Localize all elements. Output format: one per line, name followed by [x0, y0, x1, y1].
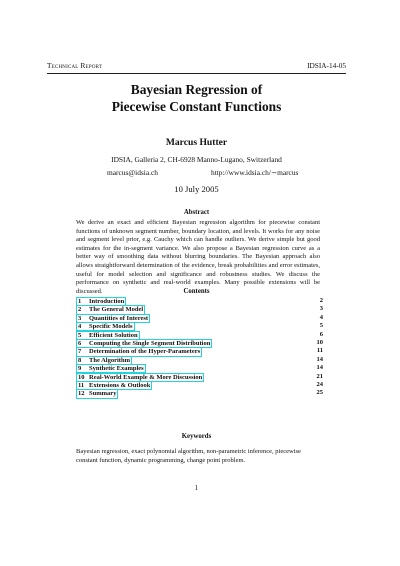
toc-page-number: 24 [316, 380, 323, 388]
toc-section-title: Specific Models [89, 323, 133, 331]
paper-title [40, 81, 353, 115]
toc-section-title: Determination of the Hyper-Parameters [89, 348, 201, 356]
toc-section-title: The Algorithm [89, 356, 130, 364]
report-type: Technical Report [47, 61, 103, 70]
toc-page-number: 14 [316, 364, 323, 372]
toc-section-number: 4 [78, 323, 82, 331]
toc-section-title: Synthetic Examples [89, 365, 144, 373]
toc-section-number: 3 [78, 314, 82, 322]
report-id: IDSIA-14-05 [307, 61, 346, 70]
toc-item [76, 339, 323, 347]
header-rule [47, 73, 346, 74]
page-number: 1 [194, 484, 199, 492]
toc-section-number: 8 [78, 356, 82, 364]
toc-link[interactable] [76, 389, 118, 398]
running-header [47, 61, 346, 73]
keywords-heading: Keywords [181, 433, 212, 440]
abstract-heading: Abstract [183, 209, 210, 216]
toc-item [76, 364, 323, 372]
toc-page-number: 21 [316, 372, 323, 380]
toc-section-title: Computing the Single Segment Distribution [89, 339, 211, 347]
toc-section-title: Introduction [89, 298, 125, 305]
toc-page-number: 3 [319, 305, 323, 313]
toc-section-number: 10 [78, 373, 85, 381]
toc-item [76, 322, 323, 330]
toc-section-number: 2 [78, 306, 82, 314]
toc-item [76, 331, 323, 339]
toc-section-title: Efficient Solution [89, 331, 138, 339]
toc-section-number: 6 [78, 339, 82, 347]
title-line-2: Piecewise Constant Functions [111, 99, 282, 114]
toc-item [76, 297, 323, 305]
affiliation: IDSIA, Galleria 2, CH-6928 Manno-Lugano, Switzerland [111, 155, 282, 164]
toc-section-number: 1 [78, 298, 82, 305]
toc-page-number: 6 [319, 330, 323, 338]
toc-section-number: 5 [78, 331, 82, 339]
toc-section-number: 7 [78, 348, 82, 356]
contents-heading: Contents [183, 288, 210, 295]
author-name: Marcus Hutter [165, 137, 228, 148]
toc-item [76, 389, 323, 397]
toc-section-title: The General Model [89, 306, 144, 314]
toc-section-title: Quantities of Interest [89, 314, 149, 322]
toc-section-title: Real-World Example & More Discussion [89, 373, 203, 381]
abstract-text: We derive an exact and efficient Bayesian regression algorithm for piecewise constant functions of unknown segment number, boundary location, and levels. It works for any noise and segment level prior, e.g. Cauchy which can handle outliers. We derive simple but good estimates for the in-segment variance. We also propose a Bayesian regression curve as a better way of smoothing data without blurring boundaries. The Bayesian approach also allows straightforward determination of the evidence, break probabilities and error estimates, useful for model selection and significance and robustness studies. We discuss the performance on synthetic and real-world examples. Many possible extensions will be discussed. [76, 219, 320, 295]
toc-section-title: Summary [89, 390, 117, 398]
toc-section-number: 11 [78, 381, 85, 389]
toc-page-number: 2 [319, 297, 323, 304]
toc-section-number: 9 [78, 365, 82, 373]
paper-date: 10 July 2005 [174, 184, 219, 194]
toc-item [76, 373, 323, 381]
toc-page-number: 25 [316, 389, 323, 397]
keywords-text: Bayesian regression, exact polynomial algorithm, non-parametric inference, piecewise constant function, dynamic programming, change point problem. [76, 448, 301, 464]
toc-page-number: 5 [319, 322, 323, 330]
toc-item [76, 314, 323, 322]
author-url: http://www.idsia.ch/∼marcus [211, 168, 299, 177]
author-email: marcus@idsia.ch [107, 168, 158, 177]
table-of-contents [76, 297, 323, 398]
toc-page-number: 11 [316, 347, 323, 355]
toc-page-number: 10 [316, 338, 323, 346]
title-line-1: Bayesian Regression of [130, 82, 263, 97]
toc-section-title: Extensions & Outlook [89, 381, 151, 389]
toc-section-number: 12 [78, 390, 85, 398]
toc-item [76, 305, 323, 313]
toc-item [76, 347, 323, 355]
toc-item [76, 356, 323, 364]
toc-page-number: 4 [319, 313, 323, 321]
toc-page-number: 14 [316, 355, 323, 363]
toc-item [76, 381, 323, 389]
